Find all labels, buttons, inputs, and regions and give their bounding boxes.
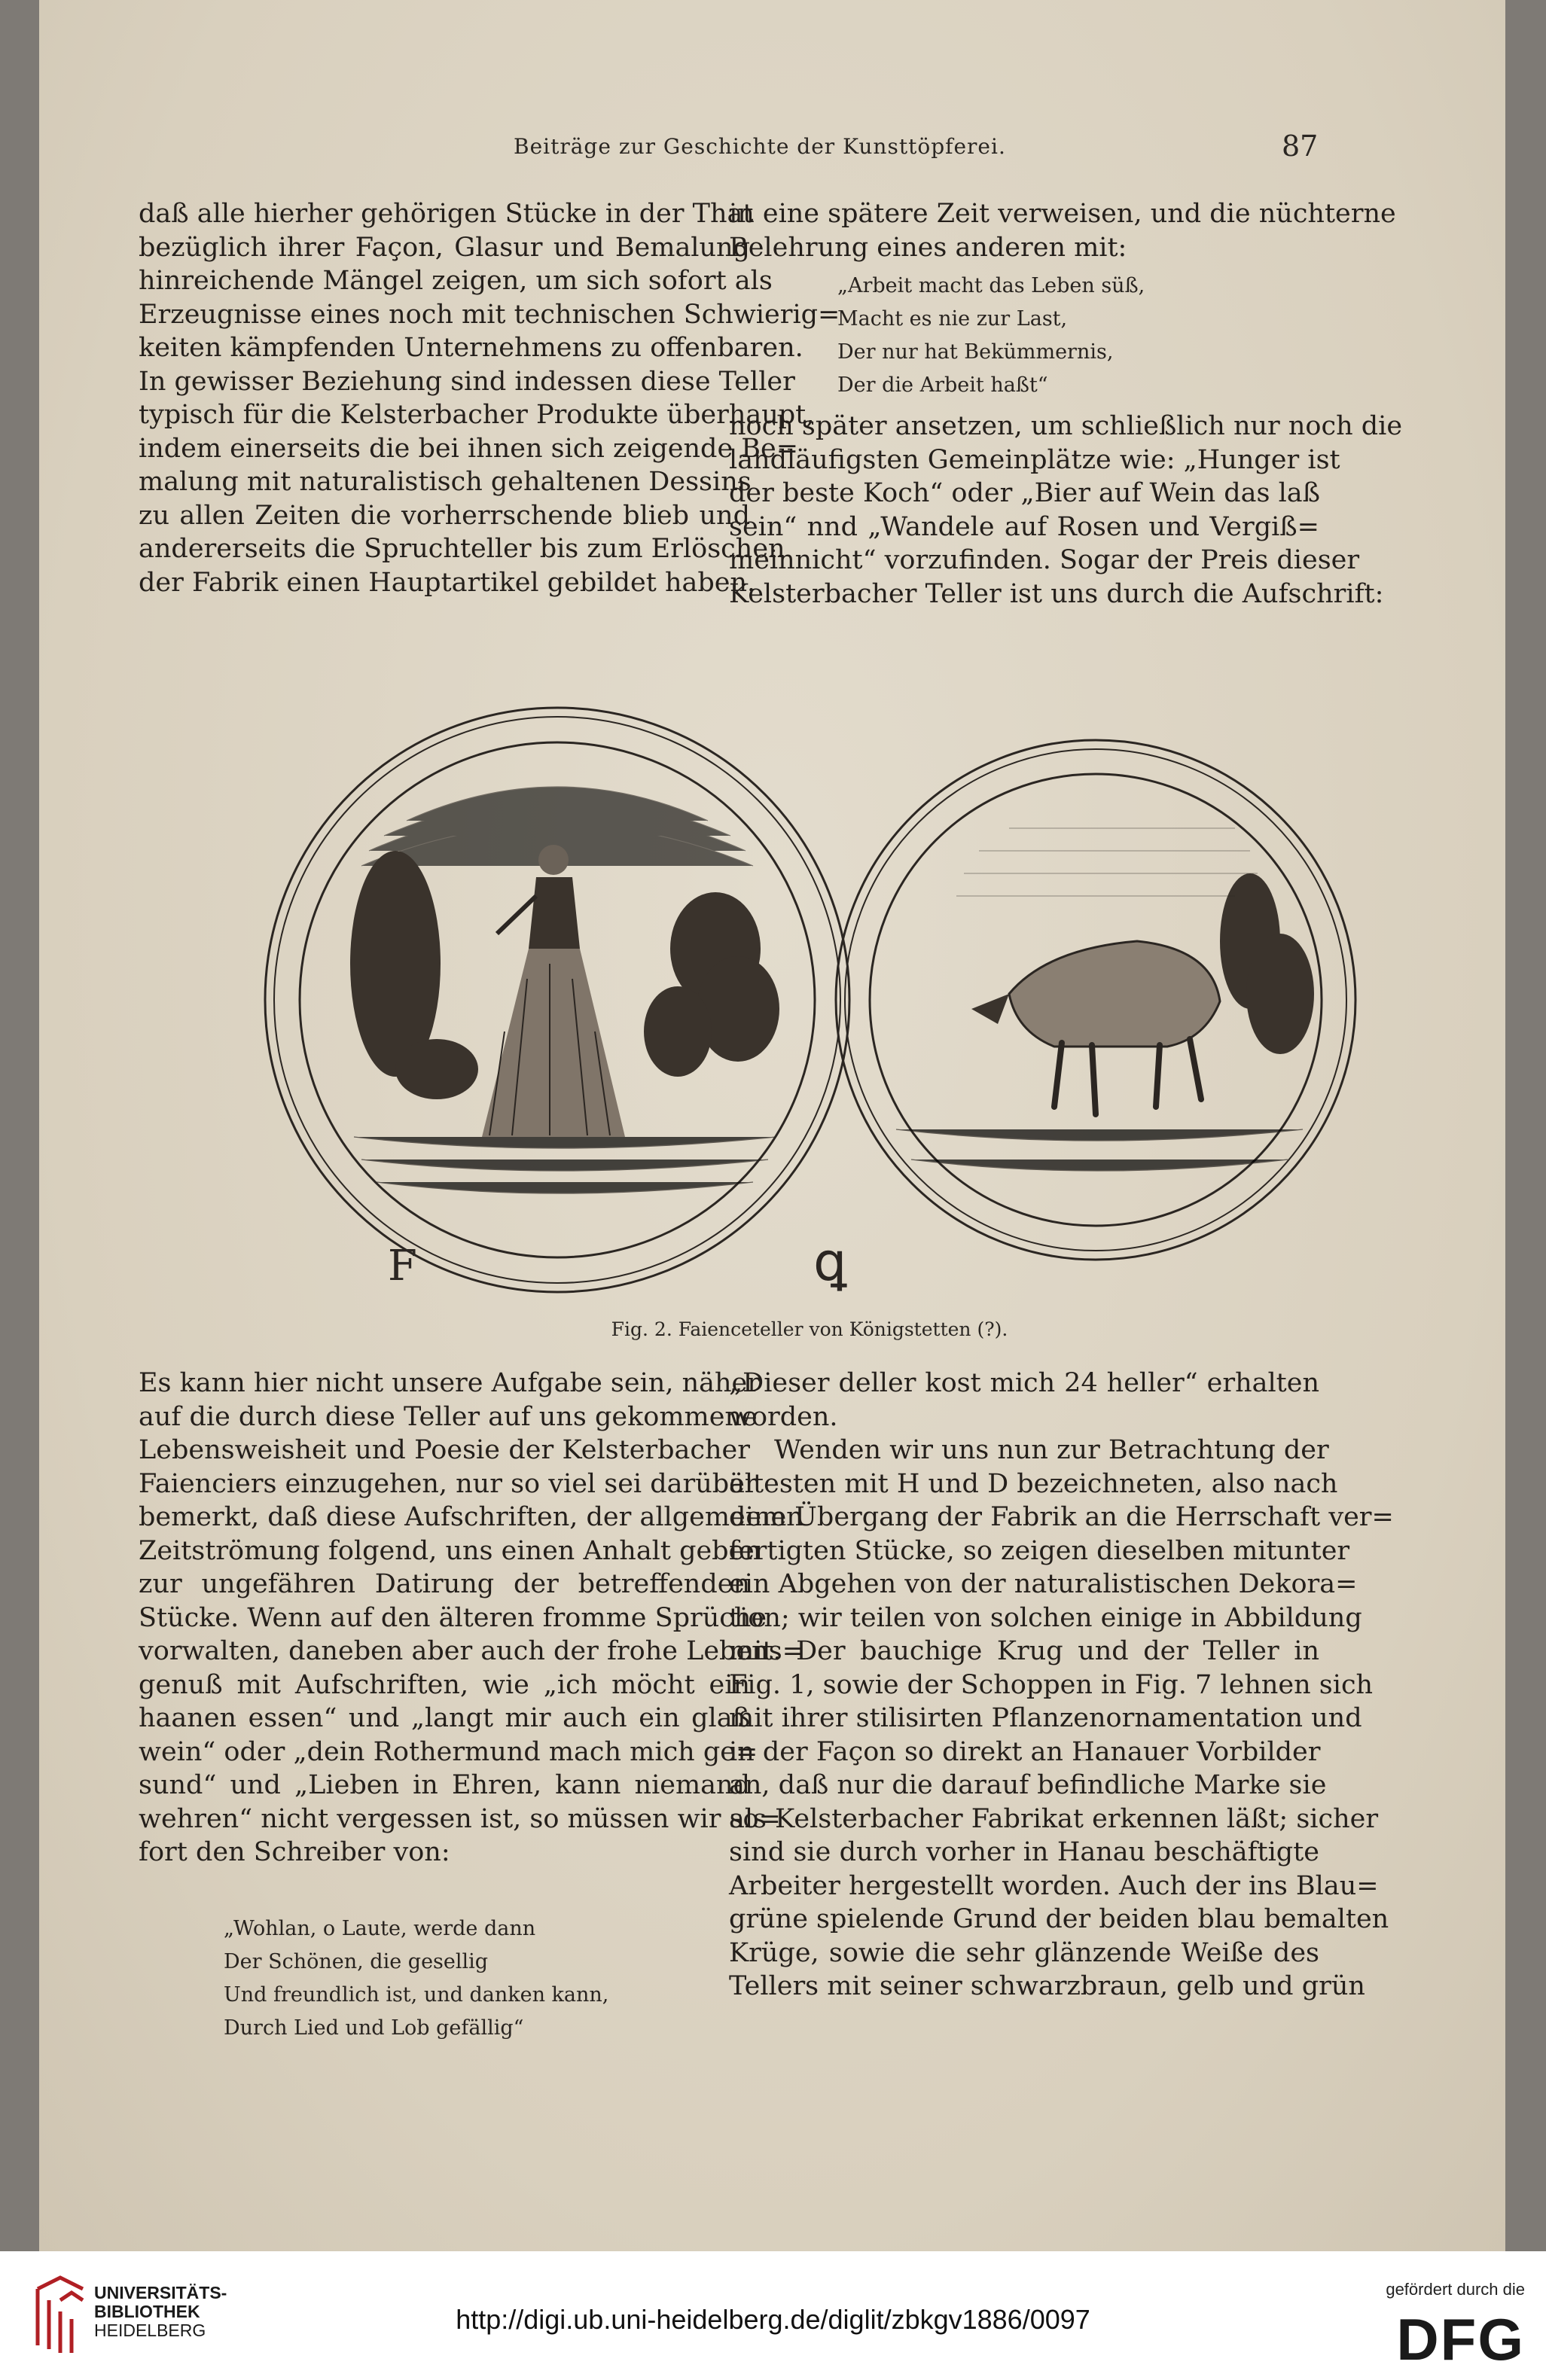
text-line: zu allen Zeiten die vorherrschende blieb und: [139, 500, 750, 531]
footer-bar: [0, 2251, 1546, 2380]
trees-right-plate: [1220, 873, 1314, 1054]
page-number: 87: [1282, 130, 1319, 163]
text-line: meinnicht“ vorzufinden. Sogar der Preis dieser: [729, 545, 1360, 575]
text-line: ältesten mit H und D bezeichneten, also nach: [729, 1468, 1338, 1499]
figure-faience-plates: [256, 678, 1363, 1340]
text-line: Krüge, sowie die sehr glänzende Weiße des: [729, 1937, 1319, 1968]
text-line: der Fabrik einen Hauptartikel gebildet haben.: [139, 567, 756, 598]
boar-figure: [971, 941, 1220, 1114]
text-line: fertigten Stücke, so zeigen dieselben mitunter: [729, 1535, 1350, 1566]
text-line: Faienciers einzugehen, nur so viel sei darüber: [139, 1468, 758, 1499]
text-line: sein“ nnd „Wandele auf Rosen und Vergiß=: [729, 511, 1319, 542]
text-line: zur ungefähren Datirung der betreffenden: [139, 1569, 750, 1599]
text-line: Arbeiter hergestellt worden. Auch der ins Blau=: [729, 1870, 1379, 1901]
text-line: in der Façon so direkt an Hanauer Vorbilder: [729, 1736, 1321, 1767]
text-line: fort den Schreiber von:: [139, 1837, 450, 1867]
text-line: genuß mit Aufschriften, wie „ich möcht ein: [139, 1669, 750, 1700]
running-title: Beiträge zur Geschichte der Kunsttöpferei.: [514, 134, 1006, 159]
text-line: bezüglich ihrer Façon, Glasur und Bemalung: [139, 232, 750, 263]
library-name: UNIVERSITÄTS- BIBLIOTHEK HEIDELBERG: [94, 2283, 227, 2340]
verse-line: Der die Arbeit haßt“: [837, 373, 1048, 397]
text-line: Es kann hier nicht unsere Aufgabe sein, näher: [139, 1368, 760, 1398]
woman-figure: [482, 845, 625, 1137]
text-line: landläufigsten Gemeinplätze wie: „Hunger ist: [729, 444, 1340, 475]
text-line: daß alle hierher gehörigen Stücke in der That: [139, 199, 754, 229]
funding-note: gefördert durch die: [1386, 2280, 1525, 2299]
text-line: andererseits die Spruchteller bis zum Erlöschen: [139, 534, 785, 564]
dfg-logo: DFG: [1396, 2306, 1525, 2372]
figure-caption: Fig. 2. Faienceteller von Königstetten (?).: [611, 1318, 1008, 1340]
text-line: Kelsterbacher Teller ist uns durch die Aufschrift:: [729, 578, 1384, 609]
text-line: mit. Der bauchige Krug und der Teller in: [729, 1636, 1319, 1666]
text-line: grüne spielende Grund der beiden blau bemalten: [729, 1904, 1389, 1934]
verse-line: „Arbeit macht das Leben süß,: [837, 274, 1145, 297]
text-line: indem einerseits die bei ihnen sich zeigende Be=: [139, 433, 799, 464]
text-line: wehren“ nicht vergessen ist, so müssen wir so=: [139, 1803, 781, 1834]
verse-line: Der Schönen, die gesellig: [224, 1950, 489, 1973]
text-line: Wenden wir uns nun zur Betrachtung der: [774, 1435, 1329, 1465]
text-line: hinreichende Mängel zeigen, um sich sofort als: [139, 266, 773, 296]
text-line: noch später ansetzen, um schließlich nur noch die: [729, 411, 1403, 441]
text-line: Stücke. Wenn auf den älteren fromme Sprüche: [139, 1602, 767, 1633]
text-line: Lebensweisheit und Poesie der Kelsterbacher: [139, 1435, 750, 1465]
text-line: an, daß nur die darauf befindliche Marke sie: [729, 1770, 1327, 1800]
text-line: sund“ und „Lieben in Ehren, kann niemand: [139, 1770, 750, 1800]
verse-line: Und freundlich ist, und danken kann,: [224, 1983, 609, 2007]
verse-line: Macht es nie zur Last,: [837, 307, 1068, 331]
plate-mark-left: F: [388, 1242, 417, 1291]
text-line: „Dieser deller kost mich 24 heller“ erhalten: [729, 1368, 1319, 1398]
text-line: mit ihrer stilisirten Pflanzenornamentation und: [729, 1703, 1362, 1733]
verse-line: „Wohlan, o Laute, werde dann: [224, 1917, 536, 1940]
verse-line: Durch Lied und Lob gefällig“: [224, 2016, 524, 2040]
text-line: sind sie durch vorher in Hanau beschäftigte: [729, 1837, 1319, 1867]
text-line: in eine spätere Zeit verweisen, und die nüchterne: [729, 199, 1396, 229]
text-line: keiten kämpfenden Unternehmens zu offenbaren.: [139, 333, 803, 363]
text-line: als Kelsterbacher Fabrikat erkennen läßt; sicher: [729, 1803, 1379, 1834]
right-verse: [837, 270, 1145, 402]
text-line: malung mit naturalistisch gehaltenen Dessins: [139, 467, 752, 497]
text-line: der beste Koch“ oder „Bier auf Wein das laß: [729, 478, 1321, 508]
text-line: Belehrung eines anderen mit:: [729, 232, 1127, 263]
text-line: Erzeugnisse eines noch mit technischen Schwierig=: [139, 299, 840, 330]
right-column-top-rest: [729, 410, 1403, 611]
right-column-top: [729, 197, 1396, 264]
verse-line: Der nur hat Bekümmernis,: [837, 340, 1114, 364]
text-line: Zeitströmung folgend, uns einen Anhalt geben: [139, 1535, 761, 1566]
text-line: bemerkt, daß diese Aufschriften, der allgemeinen: [139, 1502, 803, 1532]
text-line: Fig. 1, sowie der Schoppen in Fig. 7 lehnen sich: [729, 1669, 1374, 1700]
left-column-top: [139, 197, 840, 599]
text-line: auf die durch diese Teller auf uns gekommene: [139, 1401, 758, 1432]
left-verse: [224, 1912, 608, 2045]
text-line: ein Abgehen von der naturalistischen Dekora=: [729, 1569, 1358, 1599]
plate-mark-center: ꝗ: [813, 1231, 847, 1293]
text-line: wein“ oder „dein Rothermund mach mich ge=: [139, 1736, 758, 1767]
text-line: Tellers mit seiner schwarzbraun, gelb und grün: [729, 1971, 1365, 2001]
plates-illustration: [256, 678, 1363, 1303]
text-line: In gewisser Beziehung sind indessen diese Teller: [139, 366, 795, 397]
document-url-link[interactable]: http://digi.ub.uni-heidelberg.de/diglit/zbkgv1886/0097: [456, 2304, 1090, 2335]
right-column-bottom: [729, 1367, 1394, 2004]
text-line: vorwalten, daneben aber auch der frohe Lebens=: [139, 1636, 805, 1666]
text-line: worden.: [729, 1401, 838, 1432]
scanned-page: [39, 0, 1505, 2251]
text-line: dem Übergang der Fabrik an die Herrschaft ver=: [729, 1502, 1394, 1532]
text-line: tion; wir teilen von solchen einige in Abbildung: [729, 1602, 1362, 1633]
text-line: typisch für die Kelsterbacher Produkte überhaupt,: [139, 400, 815, 430]
text-line: haanen essen“ und „langt mir auch ein glaß: [139, 1703, 750, 1733]
